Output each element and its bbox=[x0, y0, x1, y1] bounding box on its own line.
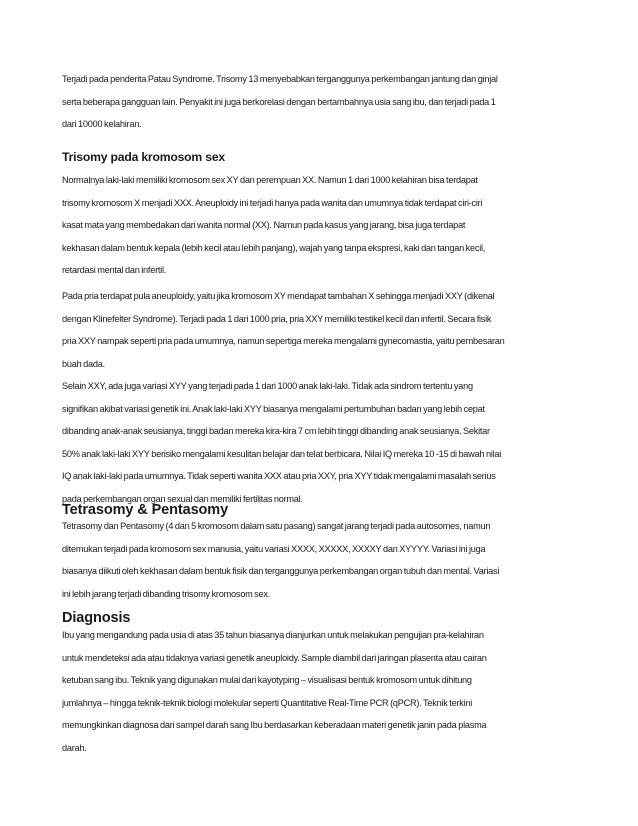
section-heading-diagnosis: Diagnosis bbox=[62, 610, 131, 626]
trisomy-sex-paragraph-2 bbox=[62, 285, 576, 375]
text-line: pada perkembangan organ sexual dan memiliki fertilitas normal. bbox=[62, 493, 303, 504]
text-line: serta beberapa gangguan lain. Penyakit ini juga berkorelasi dengan bertambahnya usia sang ibu, dan terjadi pada 1 bbox=[62, 96, 496, 107]
text-line: dengan Klinefelter Syndrome). Terjadi pada 1 dari 1000 pria, pria XXY memiliki testikel kecil dan infertil. Secara fisik bbox=[62, 313, 492, 324]
text-line: ketuban sang ibu. Teknik yang digunakan mulai dari kayotyping – visualisasi bentuk kromosom untuk dihitung bbox=[62, 675, 472, 686]
diagnosis-paragraph bbox=[62, 624, 576, 760]
text-line: jumlahnya – hingga teknik-teknik biologi molekular seperti Quantitative Real-Time PCR (qPCR). Teknik terkini bbox=[62, 697, 473, 708]
trisomy-sex-paragraph-1 bbox=[62, 169, 576, 282]
section-heading-trisomy-sex: Trisomy pada kromosom sex bbox=[62, 150, 225, 164]
text-line: untuk mendeteksi ada atau tidaknya variasi genetik aneuploidy. Sample diambil dari jaringan plasenta atau cairan bbox=[62, 652, 487, 663]
tetrasomy-paragraph bbox=[62, 515, 576, 605]
text-line: signifikan akibat variasi genetik ini. Anak laki-laki XYY biasanya mengalami pertumbuhan badan yang lebih cepat bbox=[62, 403, 485, 414]
text-line: pria XXY nampak seperti pria pada umumnya, namun sepertiga mereka mengalami gynecomastia, yaitu pembesaran bbox=[62, 336, 505, 347]
text-line: retardasi mental dan infertil. bbox=[62, 265, 167, 276]
text-line: kasat mata yang membedakan dari wanita normal (XX). Namun pada kasus yang jarang, bisa juga terdapat bbox=[62, 220, 466, 231]
text-line: darah. bbox=[62, 742, 87, 753]
trisomy-sex-paragraph-3 bbox=[62, 375, 576, 511]
text-line: ditemukan terjadi pada kromosom sex manusia, yaitu variasi XXXX, XXXXX, XXXXY dan XYYYY. Variasi ini juga bbox=[62, 543, 486, 554]
text-line: IQ anak laki-laki pada umumnya. Tidak seperti wanita XXX atau pria XXY, pria XYY tidak mengalami masalah serius bbox=[62, 471, 496, 482]
text-line: memungkinkan diagnosa dari sampel darah sang Ibu berdasarkan keberadaan materi genetik janin pada plasma bbox=[62, 720, 487, 731]
text-line: Ibu yang mengandung pada usia di atas 35 tahun biasanya dianjurkan untuk melakukan pengujian pra-kelahiran bbox=[62, 630, 484, 640]
text-line: dari 10000 kelahiran. bbox=[62, 119, 142, 130]
text-line: 50% anak laki-laki XYY berisiko mengalami kesulitan belajar dan telat berbicara. Nilai IQ mereka 10 -15 di bawah nilai bbox=[62, 448, 502, 459]
text-line: Pada pria terdapat pula aneuploidy, yaitu jika kromosom XY mendapat tambahan X sehingga menjadi XXY (dikenal bbox=[62, 291, 495, 301]
text-line: buah dada. bbox=[62, 358, 105, 369]
text-line: Selain XXY, ada juga variasi XYY yang terjadi pada 1 dari 1000 anak laki-laki. Tidak ada sindrom tertentu yang bbox=[62, 381, 473, 391]
text-line: Terjadi pada penderita Patau Syndrome. Trisomy 13 menyebabkan terganggunya perkembangan jantung dan ginjal bbox=[62, 74, 498, 84]
intro-paragraph bbox=[62, 68, 576, 136]
text-line: Tetrasomy dan Pentasomy (4 dan 5 kromosom dalam satu pasang) sangat jarang terjadi pada autosomes, namun bbox=[62, 521, 491, 531]
text-line: ini lebih jarang terjadi dibanding trisomy kromosom sex. bbox=[62, 588, 271, 599]
text-line: Normalnya laki-laki memiliki kromosom sex XY dan perempuan XX. Namun 1 dari 1000 kelahiran bisa terdapat bbox=[62, 175, 478, 185]
text-line: biasanya diikuti oleh kekhasan dalam bentuk fisik dan terganggunya perkembangan organ tubuh dan mental. Variasi bbox=[62, 566, 500, 577]
section-heading-tetrasomy: Tetrasomy & Pentasomy bbox=[62, 502, 229, 518]
text-line: dibanding anak-anak seusianya, tinggi badan mereka kira-kira 7 cm lebih tinggi dibanding anak seusianya. Sekitar bbox=[62, 426, 490, 437]
text-line: trisomy kromosom X menjadi XXX. Aneuploidy ini terjadi hanya pada wanita dan umumnya tidak terdapat ciri-ciri bbox=[62, 197, 483, 208]
text-line: kekhasan dalam bentuk kepala (lebih kecil atau lebih panjang), wajah yang tanpa ekspresi, kaki dan tangan kecil, bbox=[62, 242, 486, 253]
